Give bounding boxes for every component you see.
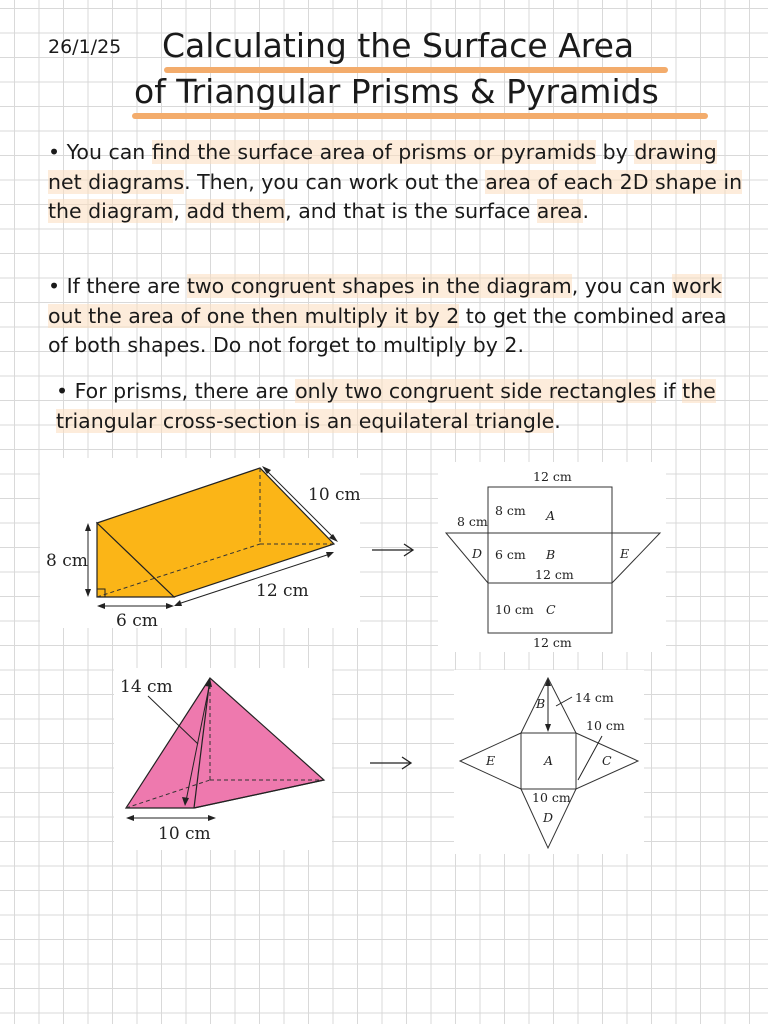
net-b-height-label: 6 cm bbox=[495, 547, 526, 562]
pyr-face-b-label: B bbox=[536, 696, 546, 711]
prism-net-figure bbox=[438, 462, 666, 652]
prism-base-label: 6 cm bbox=[116, 611, 158, 628]
face-d-label: D bbox=[472, 546, 483, 561]
face-c-label: C bbox=[546, 602, 556, 617]
highlight: find the surface area of prisms or pyramids bbox=[151, 140, 597, 164]
pyramid-figure bbox=[114, 668, 332, 850]
highlight: only two congruent side rectangles bbox=[295, 379, 657, 403]
highlight: the triangular cross-section is an equilateral triangle bbox=[56, 379, 716, 433]
pyr-face-a-label: A bbox=[544, 753, 554, 768]
text: , you can bbox=[571, 274, 673, 298]
title-line-2: of Triangular Prisms & Pyramids bbox=[134, 72, 659, 111]
right-arrow-icon bbox=[366, 746, 416, 776]
text: by bbox=[596, 140, 635, 164]
pyramid-slant-label: 14 cm bbox=[120, 677, 173, 697]
text: to get the combined area of both shapes. Do not forget to multiply by 2. bbox=[48, 303, 727, 357]
highlight: add them bbox=[186, 199, 286, 223]
text: . bbox=[582, 199, 590, 223]
highlight: area of each 2D shape in the diagram bbox=[48, 169, 743, 223]
title-line-1: Calculating the Surface Area bbox=[162, 26, 635, 65]
highlight: area bbox=[536, 199, 583, 223]
prism-figure bbox=[40, 458, 360, 628]
pyr-face-c-label: C bbox=[602, 753, 612, 768]
text: If there are bbox=[66, 274, 187, 298]
date: 26/1/25 bbox=[48, 36, 122, 58]
title-underline-2 bbox=[132, 113, 708, 119]
pyramid-drawing bbox=[114, 668, 332, 850]
prism-drawing bbox=[40, 458, 360, 628]
pyr-net-side-label: 10 cm bbox=[586, 718, 625, 733]
bullet-paragraph-2 bbox=[48, 272, 748, 361]
net-top-width-label: 12 cm bbox=[533, 469, 572, 484]
prism-height-label: 8 cm bbox=[46, 551, 88, 571]
pyramid-net-drawing bbox=[454, 670, 644, 854]
pyramid-net-figure bbox=[454, 670, 644, 854]
pyr-face-d-label: D bbox=[543, 810, 554, 825]
text: . Then, you can work out the bbox=[184, 169, 486, 194]
prism-net-drawing bbox=[438, 462, 666, 652]
text: , bbox=[173, 199, 187, 223]
highlight: work out the area of one then multiply it by 2 bbox=[48, 274, 722, 328]
net-c-height-label: 10 cm bbox=[495, 602, 534, 617]
text: if bbox=[656, 379, 683, 403]
highlight: two congruent shapes in the diagram bbox=[186, 274, 572, 298]
arrow-1 bbox=[368, 533, 418, 563]
face-a-label: A bbox=[546, 508, 556, 523]
pyr-net-base-label: 10 cm bbox=[532, 790, 571, 805]
text: , and that is the surface bbox=[285, 199, 537, 223]
bullet-paragraph-3 bbox=[56, 377, 736, 436]
text: You can bbox=[66, 140, 152, 164]
text: For prisms, there are bbox=[74, 379, 296, 403]
net-a-height-label: 8 cm bbox=[495, 503, 526, 518]
net-b-bottom-label: 12 cm bbox=[535, 567, 574, 582]
face-b-label: B bbox=[546, 547, 556, 562]
highlight: drawing net diagrams bbox=[48, 140, 717, 194]
face-e-label: E bbox=[620, 546, 630, 561]
net-left-side-label: 8 cm bbox=[457, 514, 488, 529]
pyr-face-e-label: E bbox=[486, 753, 496, 768]
bullet-dot: • bbox=[56, 379, 75, 403]
pyr-net-slant-label: 14 cm bbox=[575, 690, 614, 705]
net-bottom-width-label: 12 cm bbox=[533, 635, 572, 650]
text: . bbox=[554, 408, 561, 433]
right-arrow-icon bbox=[368, 533, 418, 563]
bullet-dot: • bbox=[48, 140, 67, 164]
prism-slant-label: 10 cm bbox=[308, 485, 360, 505]
bullet-dot: • bbox=[48, 274, 67, 298]
prism-length-label: 12 cm bbox=[256, 581, 309, 601]
arrow-2 bbox=[366, 746, 416, 776]
bullet-paragraph-1 bbox=[48, 138, 748, 227]
pyramid-base-label: 10 cm bbox=[158, 824, 211, 844]
